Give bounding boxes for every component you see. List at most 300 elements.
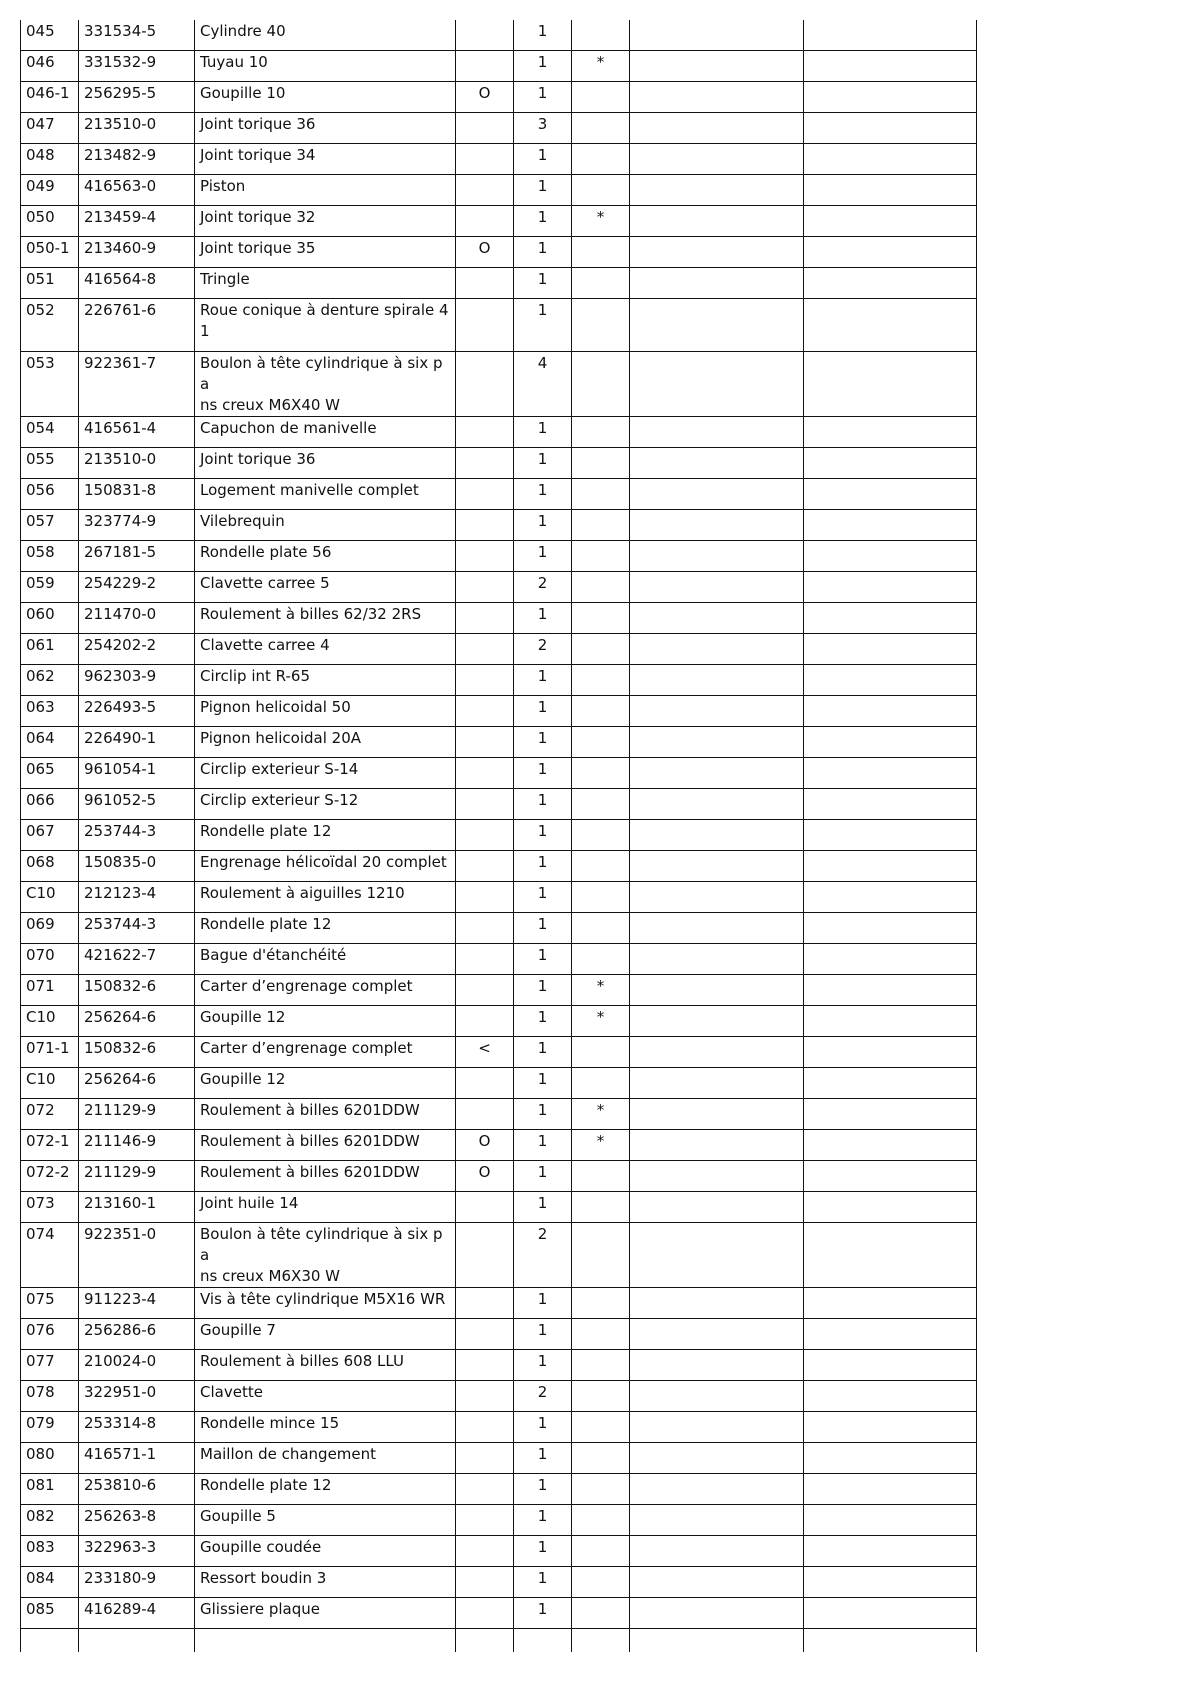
quantity-cell: 1 <box>514 144 572 175</box>
note-cell: * <box>572 1130 630 1161</box>
description-cell: Goupille 12 <box>195 1068 456 1099</box>
note-cell <box>572 758 630 789</box>
mark-cell <box>456 1068 514 1099</box>
note-cell <box>572 20 630 51</box>
item-number-cell: 075 <box>21 1288 79 1319</box>
description-cell: Goupille 5 <box>195 1505 456 1536</box>
empty-cell <box>514 1629 572 1653</box>
quantity-cell: 3 <box>514 113 572 144</box>
empty-cell <box>630 944 804 975</box>
note-cell <box>572 789 630 820</box>
note-cell: * <box>572 206 630 237</box>
table-row <box>21 1505 977 1536</box>
empty-cell <box>630 1006 804 1037</box>
table-row <box>21 820 977 851</box>
description-cell: Pignon helicoidal 20A <box>195 727 456 758</box>
part-code-cell: 416571-1 <box>79 1443 195 1474</box>
description-cell: Goupille 12 <box>195 1006 456 1037</box>
part-code-cell: 253810-6 <box>79 1474 195 1505</box>
description-cell: Clavette <box>195 1381 456 1412</box>
note-cell <box>572 268 630 299</box>
description-cell: Logement manivelle complet <box>195 479 456 510</box>
empty-cell <box>630 634 804 665</box>
note-cell <box>572 417 630 448</box>
part-code-cell: 233180-9 <box>79 1567 195 1598</box>
note-cell <box>572 1505 630 1536</box>
item-number-cell: 046-1 <box>21 82 79 113</box>
empty-cell <box>804 634 977 665</box>
description-cell: Glissiere plaque <box>195 1598 456 1629</box>
empty-cell <box>804 1629 977 1653</box>
empty-cell <box>804 975 977 1006</box>
item-number-cell: 054 <box>21 417 79 448</box>
empty-cell <box>630 1068 804 1099</box>
item-number-cell: 080 <box>21 1443 79 1474</box>
description-cell: Roulement à billes 6201DDW <box>195 1099 456 1130</box>
empty-cell <box>804 882 977 913</box>
table-row-continuation <box>21 1629 977 1653</box>
note-cell <box>572 352 630 417</box>
part-code-cell: 253744-3 <box>79 820 195 851</box>
quantity-cell: 1 <box>514 417 572 448</box>
note-cell <box>572 1412 630 1443</box>
item-number-cell: 072-1 <box>21 1130 79 1161</box>
part-code-cell: 922351-0 <box>79 1223 195 1288</box>
description-cell: Vilebrequin <box>195 510 456 541</box>
empty-cell <box>630 417 804 448</box>
part-code-cell: 961054-1 <box>79 758 195 789</box>
part-code-cell: 416561-4 <box>79 417 195 448</box>
mark-cell <box>456 417 514 448</box>
empty-cell <box>630 237 804 268</box>
table-row <box>21 51 977 82</box>
table-row <box>21 144 977 175</box>
mark-cell <box>456 665 514 696</box>
description-cell: Goupille 10 <box>195 82 456 113</box>
empty-cell <box>804 113 977 144</box>
empty-cell <box>630 727 804 758</box>
description-cell: Goupille coudée <box>195 1536 456 1567</box>
mark-cell <box>456 1381 514 1412</box>
empty-cell <box>804 1505 977 1536</box>
table-row <box>21 1350 977 1381</box>
quantity-cell: 1 <box>514 1037 572 1068</box>
empty-cell <box>804 1474 977 1505</box>
quantity-cell: 1 <box>514 1350 572 1381</box>
table-row <box>21 1381 977 1412</box>
empty-cell <box>630 1223 804 1288</box>
quantity-cell: 4 <box>514 352 572 417</box>
part-code-cell: 911223-4 <box>79 1288 195 1319</box>
empty-cell <box>572 1629 630 1653</box>
table-row <box>21 1161 977 1192</box>
note-cell: * <box>572 1006 630 1037</box>
note-cell <box>572 510 630 541</box>
quantity-cell: 2 <box>514 572 572 603</box>
description-cell: Roulement à billes 6201DDW <box>195 1161 456 1192</box>
empty-cell <box>630 665 804 696</box>
description-cell: Rondelle plate 12 <box>195 913 456 944</box>
description-cell: Joint huile 14 <box>195 1192 456 1223</box>
mark-cell <box>456 352 514 417</box>
empty-cell <box>21 1629 79 1653</box>
mark-cell <box>456 1598 514 1629</box>
item-number-cell: 047 <box>21 113 79 144</box>
mark-cell <box>456 51 514 82</box>
note-cell <box>572 696 630 727</box>
empty-cell <box>804 1037 977 1068</box>
mark-cell <box>456 1474 514 1505</box>
note-cell <box>572 1474 630 1505</box>
item-number-cell: 058 <box>21 541 79 572</box>
mark-cell <box>456 1006 514 1037</box>
table-row <box>21 352 977 417</box>
note-cell: * <box>572 51 630 82</box>
mark-cell <box>456 634 514 665</box>
part-code-cell: 256263-8 <box>79 1505 195 1536</box>
table-row <box>21 975 977 1006</box>
mark-cell: O <box>456 82 514 113</box>
empty-cell <box>630 541 804 572</box>
part-code-cell: 416564-8 <box>79 268 195 299</box>
table-row <box>21 634 977 665</box>
empty-cell <box>804 51 977 82</box>
empty-cell <box>630 1629 804 1653</box>
mark-cell: < <box>456 1037 514 1068</box>
description-cell: Rondelle plate 12 <box>195 820 456 851</box>
quantity-cell: 1 <box>514 1161 572 1192</box>
mark-cell <box>456 696 514 727</box>
table-row <box>21 1319 977 1350</box>
empty-cell <box>804 820 977 851</box>
empty-cell <box>804 758 977 789</box>
empty-cell <box>804 144 977 175</box>
mark-cell <box>456 144 514 175</box>
mark-cell <box>456 758 514 789</box>
empty-cell <box>195 1629 456 1653</box>
mark-cell <box>456 206 514 237</box>
table-row <box>21 1192 977 1223</box>
empty-cell <box>630 1319 804 1350</box>
empty-cell <box>630 352 804 417</box>
item-number-cell: 078 <box>21 1381 79 1412</box>
table-row <box>21 696 977 727</box>
quantity-cell: 1 <box>514 665 572 696</box>
note-cell <box>572 944 630 975</box>
description-cell: Rondelle plate 56 <box>195 541 456 572</box>
note-cell <box>572 144 630 175</box>
note-cell <box>572 1536 630 1567</box>
description-cell: Joint torique 34 <box>195 144 456 175</box>
table-row <box>21 789 977 820</box>
item-number-cell: 084 <box>21 1567 79 1598</box>
quantity-cell: 1 <box>514 1006 572 1037</box>
empty-cell <box>804 417 977 448</box>
note-cell <box>572 572 630 603</box>
part-code-cell: 256264-6 <box>79 1068 195 1099</box>
item-number-cell: 049 <box>21 175 79 206</box>
empty-cell <box>804 206 977 237</box>
part-code-cell: 331534-5 <box>79 20 195 51</box>
empty-cell <box>804 789 977 820</box>
note-cell <box>572 1381 630 1412</box>
empty-cell <box>630 1099 804 1130</box>
empty-cell <box>804 541 977 572</box>
table-row <box>21 479 977 510</box>
empty-cell <box>630 1536 804 1567</box>
mark-cell <box>456 1505 514 1536</box>
mark-cell <box>456 299 514 352</box>
empty-cell <box>630 144 804 175</box>
mark-cell <box>456 541 514 572</box>
mark-cell <box>456 851 514 882</box>
empty-cell <box>804 175 977 206</box>
part-code-cell: 213510-0 <box>79 448 195 479</box>
mark-cell <box>456 268 514 299</box>
parts-table-body <box>21 20 977 1652</box>
quantity-cell: 1 <box>514 913 572 944</box>
description-cell: Rondelle plate 12 <box>195 1474 456 1505</box>
item-number-cell: C10 <box>21 882 79 913</box>
quantity-cell: 1 <box>514 1505 572 1536</box>
description-cell: Circlip exterieur S-12 <box>195 789 456 820</box>
empty-cell <box>630 1598 804 1629</box>
description-cell: Clavette carree 5 <box>195 572 456 603</box>
quantity-cell: 1 <box>514 206 572 237</box>
item-number-cell: C10 <box>21 1006 79 1037</box>
empty-cell <box>804 1536 977 1567</box>
part-code-cell: 416289-4 <box>79 1598 195 1629</box>
parts-table <box>20 20 977 1652</box>
empty-cell <box>630 1161 804 1192</box>
mark-cell: O <box>456 1161 514 1192</box>
item-number-cell: 074 <box>21 1223 79 1288</box>
part-code-cell: 256286-6 <box>79 1319 195 1350</box>
note-cell <box>572 1350 630 1381</box>
quantity-cell: 1 <box>514 944 572 975</box>
note-cell <box>572 1319 630 1350</box>
part-code-cell: 322951-0 <box>79 1381 195 1412</box>
quantity-cell: 1 <box>514 20 572 51</box>
note-cell <box>572 851 630 882</box>
description-cell: Roulement à billes 6201DDW <box>195 1130 456 1161</box>
quantity-cell: 1 <box>514 1567 572 1598</box>
empty-cell <box>804 299 977 352</box>
item-number-cell: 073 <box>21 1192 79 1223</box>
empty-cell <box>630 1474 804 1505</box>
note-cell <box>572 237 630 268</box>
mark-cell <box>456 944 514 975</box>
quantity-cell: 1 <box>514 820 572 851</box>
table-row <box>21 1536 977 1567</box>
empty-cell <box>630 603 804 634</box>
empty-cell <box>804 82 977 113</box>
empty-cell <box>630 1505 804 1536</box>
quantity-cell: 1 <box>514 51 572 82</box>
item-number-cell: 076 <box>21 1319 79 1350</box>
note-cell <box>572 727 630 758</box>
empty-cell <box>630 206 804 237</box>
item-number-cell: 063 <box>21 696 79 727</box>
description-cell: Vis à tête cylindrique M5X16 WR <box>195 1288 456 1319</box>
quantity-cell: 1 <box>514 851 572 882</box>
quantity-cell: 1 <box>514 882 572 913</box>
item-number-cell: 072-2 <box>21 1161 79 1192</box>
item-number-cell: 068 <box>21 851 79 882</box>
quantity-cell: 1 <box>514 727 572 758</box>
item-number-cell: 059 <box>21 572 79 603</box>
quantity-cell: 1 <box>514 268 572 299</box>
empty-cell <box>804 1192 977 1223</box>
empty-cell <box>804 448 977 479</box>
item-number-cell: 061 <box>21 634 79 665</box>
note-cell <box>572 634 630 665</box>
empty-cell <box>804 727 977 758</box>
item-number-cell: 048 <box>21 144 79 175</box>
empty-cell <box>804 696 977 727</box>
description-cell: Joint torique 36 <box>195 113 456 144</box>
empty-cell <box>630 820 804 851</box>
part-code-cell: 212123-4 <box>79 882 195 913</box>
note-cell <box>572 82 630 113</box>
item-number-cell: 069 <box>21 913 79 944</box>
quantity-cell: 1 <box>514 1598 572 1629</box>
part-code-cell: 962303-9 <box>79 665 195 696</box>
empty-cell <box>630 1130 804 1161</box>
empty-cell <box>630 268 804 299</box>
part-code-cell: 213460-9 <box>79 237 195 268</box>
empty-cell <box>630 1288 804 1319</box>
empty-cell <box>804 913 977 944</box>
empty-cell <box>804 1161 977 1192</box>
note-cell <box>572 913 630 944</box>
description-cell: Ressort boudin 3 <box>195 1567 456 1598</box>
table-row <box>21 541 977 572</box>
empty-cell <box>630 975 804 1006</box>
empty-cell <box>804 1350 977 1381</box>
table-row <box>21 1037 977 1068</box>
mark-cell <box>456 448 514 479</box>
quantity-cell: 1 <box>514 696 572 727</box>
item-number-cell: 051 <box>21 268 79 299</box>
item-number-cell: 077 <box>21 1350 79 1381</box>
empty-cell <box>804 237 977 268</box>
empty-cell <box>630 175 804 206</box>
note-cell <box>572 541 630 572</box>
mark-cell <box>456 1567 514 1598</box>
table-row <box>21 1288 977 1319</box>
description-cell: Tringle <box>195 268 456 299</box>
description-cell: Roulement à billes 62/32 2RS <box>195 603 456 634</box>
item-number-cell: 085 <box>21 1598 79 1629</box>
quantity-cell: 1 <box>514 1412 572 1443</box>
description-cell: Cylindre 40 <box>195 20 456 51</box>
item-number-cell: 081 <box>21 1474 79 1505</box>
description-cell: Rondelle mince 15 <box>195 1412 456 1443</box>
mark-cell <box>456 603 514 634</box>
description-cell: Joint torique 32 <box>195 206 456 237</box>
mark-cell <box>456 1412 514 1443</box>
part-code-cell: 253314-8 <box>79 1412 195 1443</box>
part-code-cell: 961052-5 <box>79 789 195 820</box>
mark-cell <box>456 479 514 510</box>
quantity-cell: 1 <box>514 1319 572 1350</box>
empty-cell <box>804 1006 977 1037</box>
table-row <box>21 299 977 352</box>
quantity-cell: 1 <box>514 448 572 479</box>
part-code-cell: 256264-6 <box>79 1006 195 1037</box>
mark-cell <box>456 1350 514 1381</box>
note-cell <box>572 448 630 479</box>
description-cell: Boulon à tête cylindrique à six pa ns creux M6X40 W <box>195 352 456 417</box>
empty-cell <box>804 603 977 634</box>
item-number-cell: 050-1 <box>21 237 79 268</box>
mark-cell <box>456 789 514 820</box>
quantity-cell: 1 <box>514 1192 572 1223</box>
part-code-cell: 226761-6 <box>79 299 195 352</box>
part-code-cell: 322963-3 <box>79 1536 195 1567</box>
mark-cell <box>456 572 514 603</box>
note-cell <box>572 1443 630 1474</box>
note-cell <box>572 1161 630 1192</box>
table-row <box>21 882 977 913</box>
empty-cell <box>804 1412 977 1443</box>
mark-cell <box>456 1223 514 1288</box>
description-cell: Joint torique 35 <box>195 237 456 268</box>
table-row <box>21 1068 977 1099</box>
table-row <box>21 175 977 206</box>
note-cell <box>572 1223 630 1288</box>
empty-cell <box>630 82 804 113</box>
part-code-cell: 211146-9 <box>79 1130 195 1161</box>
description-cell: Roulement à aiguilles 1210 <box>195 882 456 913</box>
empty-cell <box>630 1350 804 1381</box>
part-code-cell: 150832-6 <box>79 975 195 1006</box>
empty-cell <box>804 572 977 603</box>
mark-cell <box>456 1536 514 1567</box>
description-cell: Roue conique à denture spirale 4 1 <box>195 299 456 352</box>
table-row <box>21 1006 977 1037</box>
table-row <box>21 82 977 113</box>
empty-cell <box>630 20 804 51</box>
note-cell <box>572 820 630 851</box>
quantity-cell: 1 <box>514 82 572 113</box>
mark-cell <box>456 882 514 913</box>
empty-cell <box>804 1319 977 1350</box>
empty-cell <box>804 1130 977 1161</box>
table-row <box>21 913 977 944</box>
empty-cell <box>630 1412 804 1443</box>
note-cell <box>572 1288 630 1319</box>
empty-cell <box>630 1192 804 1223</box>
note-cell <box>572 1192 630 1223</box>
description-cell: Circlip exterieur S-14 <box>195 758 456 789</box>
mark-cell <box>456 727 514 758</box>
empty-cell <box>630 572 804 603</box>
mark-cell <box>456 1288 514 1319</box>
empty-cell <box>630 1381 804 1412</box>
empty-cell <box>630 758 804 789</box>
item-number-cell: 070 <box>21 944 79 975</box>
item-number-cell: 072 <box>21 1099 79 1130</box>
mark-cell <box>456 820 514 851</box>
table-row <box>21 1412 977 1443</box>
item-number-cell: C10 <box>21 1068 79 1099</box>
table-row <box>21 1223 977 1288</box>
description-cell: Clavette carree 4 <box>195 634 456 665</box>
empty-cell <box>630 696 804 727</box>
quantity-cell: 1 <box>514 541 572 572</box>
